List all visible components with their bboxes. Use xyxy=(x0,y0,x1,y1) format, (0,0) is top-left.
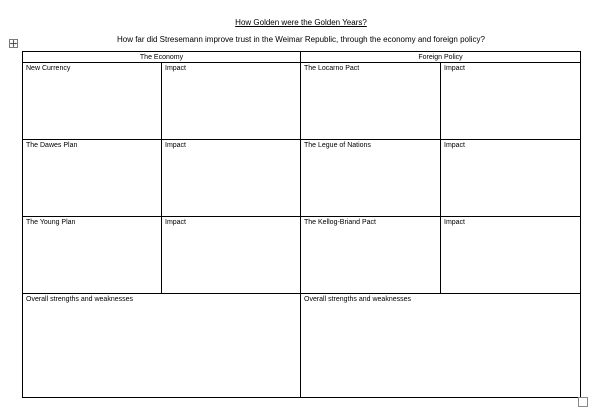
cell-young-plan-impact[interactable]: Impact xyxy=(162,217,301,294)
table-resize-handle-icon[interactable] xyxy=(578,397,588,407)
header-foreign-policy[interactable]: Foreign Policy xyxy=(301,52,581,63)
document-title xyxy=(0,18,602,27)
table-row xyxy=(23,217,581,294)
cell-economy-overall[interactable]: Overall strengths and weaknesses xyxy=(23,294,301,398)
cell-league-of-nations-impact[interactable]: Impact xyxy=(441,140,581,217)
table-row xyxy=(23,63,581,140)
cell-new-currency-impact[interactable]: Impact xyxy=(162,63,301,140)
cell-young-plan[interactable]: The Young Plan xyxy=(23,217,162,294)
title-text: How Golden were the Golden Years? xyxy=(235,18,367,27)
cell-league-of-nations[interactable]: The Legue of Nations xyxy=(301,140,441,217)
header-economy[interactable]: The Economy xyxy=(23,52,301,63)
cell-locarno-pact[interactable]: The Locarno Pact xyxy=(301,63,441,140)
table-header-row xyxy=(23,52,581,63)
table-row xyxy=(23,140,581,217)
table-move-handle-icon[interactable] xyxy=(9,39,18,48)
cell-kellogg-briand-pact-impact[interactable]: Impact xyxy=(441,217,581,294)
cell-new-currency[interactable]: New Currency xyxy=(23,63,162,140)
worksheet-table[interactable] xyxy=(22,51,581,398)
cell-locarno-pact-impact[interactable]: Impact xyxy=(441,63,581,140)
cell-dawes-plan[interactable]: The Dawes Plan xyxy=(23,140,162,217)
cell-foreign-policy-overall[interactable]: Overall strengths and weaknesses xyxy=(301,294,581,398)
cell-kellogg-briand-pact[interactable]: The Kellog-Briand Pact xyxy=(301,217,441,294)
document-question: How far did Stresemann improve trust in the Weimar Republic, through the economy and foreign policy? xyxy=(116,35,486,44)
table-row xyxy=(23,294,581,398)
cell-dawes-plan-impact[interactable]: Impact xyxy=(162,140,301,217)
